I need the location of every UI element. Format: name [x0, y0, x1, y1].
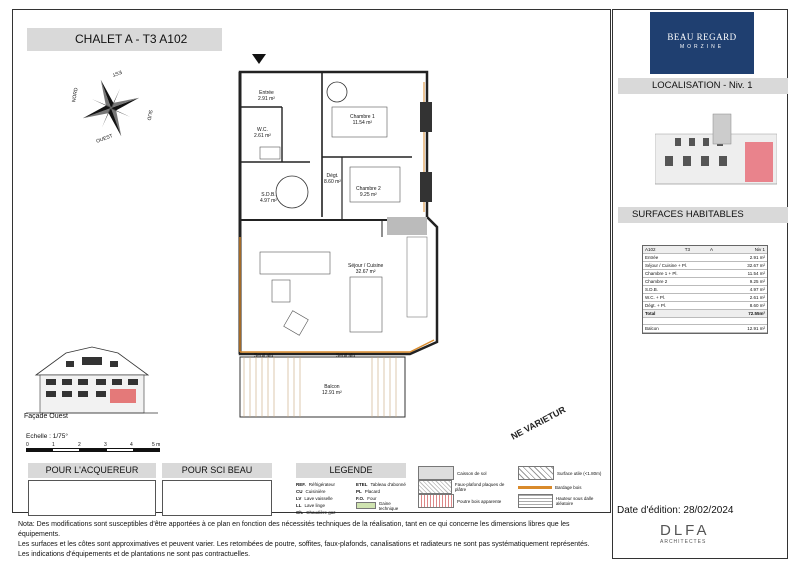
facade-drawing	[26, 345, 158, 415]
localisation-title: LOCALISATION - Niv. 1	[618, 78, 788, 94]
legend-abbr-col1	[296, 481, 356, 516]
room-wc: W.C. 2.61 m²	[254, 127, 271, 139]
compass-ouest: OUEST	[95, 133, 114, 145]
legend-item: PL Placard	[356, 489, 381, 494]
sci-header: POUR SCI BEAU	[162, 463, 272, 478]
legend-item: Caisson de sol	[418, 466, 513, 480]
legend-header: LEGENDE	[296, 463, 406, 478]
compass-nord: NORD	[71, 87, 80, 103]
legend-item: Poutre bois apparente	[418, 494, 513, 508]
table-row-total: Total 72.55m²	[645, 311, 765, 316]
room-sejour: Séjour / Cuisine 32.67 m²	[348, 263, 384, 275]
legend-item: Ch. Chaudière gaz	[296, 510, 336, 515]
seuil-alu-1: Seuil alu	[254, 353, 274, 359]
room-balcon: Balcon 12.91 m²	[322, 384, 342, 396]
architect-sub: ARCHITECTES	[660, 539, 707, 545]
room-sdb: S.D.B. 4.97 m²	[260, 192, 277, 204]
scale-label: Echelle : 1/75°	[26, 433, 68, 440]
table-row: Chambre 1 + Pl. 11.54 m²	[645, 271, 765, 276]
table-row: Chambre 2 9.25 m²	[645, 279, 765, 284]
table-row: Dégt. + Pl. 8.60 m²	[645, 303, 765, 308]
legend-hatch-col1	[418, 466, 513, 508]
legend-abbr-col2	[356, 481, 411, 509]
scale-tick-0: 0	[26, 442, 29, 448]
note-line: Nota: Des modifications sont susceptibles d'être apportées à ce plan en fonction des nécessités techniques de la réalisation, tant en ce qui concerne les dimensions libres que les équipements.	[18, 521, 570, 538]
note-line: Les surfaces et les côtes sont approximatives et peuvent varier. Les retombées de poutre, soffites, faux-plafonds, canalisations et radiateurs ne sont pas systématiquement représentés.	[18, 541, 590, 548]
floor-plan	[232, 52, 447, 422]
note-line: Les indications d'équipements et de plantations ne sont pas contractuelles.	[18, 551, 251, 558]
table-row-balcon: Balcon 12.91 m²	[645, 326, 765, 331]
scale-tick-4: 4	[130, 442, 133, 448]
legend-item: Bardage bois	[518, 480, 610, 494]
legend-item: LL Lave linge	[296, 503, 326, 508]
table-row: Séjour / Cuisine + Pl. 32.67 m²	[645, 263, 765, 268]
table-row-spacer	[643, 318, 767, 325]
seuil-alu-2: Seuil alu	[336, 353, 356, 359]
architect-logo-text: DLFA	[660, 522, 710, 539]
legend-hatch-col2	[518, 466, 610, 508]
brand-logo	[650, 12, 754, 74]
scale-bar	[26, 448, 160, 452]
brand-sub: MORZINE	[679, 44, 725, 50]
legend-item: CU Cuisinière	[296, 489, 326, 494]
legend-item: Hauteur sous dalle aléatoire	[518, 494, 610, 508]
scale-tick-3: 3	[104, 442, 107, 448]
acquereur-signature-box[interactable]	[28, 480, 156, 516]
table-row: S.D.B. 4.97 m²	[645, 287, 765, 292]
edition-date: Date d'édition: 28/02/2024	[617, 505, 734, 516]
architect-logo	[660, 522, 720, 552]
compass-est: EST	[111, 68, 123, 78]
legend-item: LV Lave vaisselle	[296, 496, 333, 501]
legend-item: REF. Réfrigérateur	[296, 482, 336, 487]
table-row: A102 T3 A Niv 1	[645, 247, 765, 252]
room-chambre2: Chambre 2 9.25 m²	[356, 186, 381, 198]
legend-item: Surface utile (<1.80m)	[518, 466, 610, 480]
legend-item: F.O. Four	[356, 496, 377, 501]
legend-item: Faux-plafond plaques de plâtre	[418, 480, 513, 494]
acquereur-header: POUR L'ACQUEREUR	[28, 463, 156, 478]
localisation-map	[655, 104, 777, 194]
surfaces-title: SURFACES HABITABLES	[618, 207, 788, 223]
compass-sud: SUD	[145, 109, 154, 121]
facade-label: Façade Ouest	[24, 413, 68, 420]
disclaimer-note	[18, 520, 608, 560]
table-row: Entrée 2.91 m²	[645, 255, 765, 260]
legend-item: Gaine technique	[356, 502, 411, 509]
page-title: CHALET A - T3 A102	[27, 28, 222, 51]
legend-item: ETEL Tableau d'abonné	[356, 482, 406, 487]
scale-tick-1: 1	[52, 442, 55, 448]
sci-signature-box[interactable]	[162, 480, 272, 516]
room-degt: Dégt. 8.60 m²	[324, 173, 341, 185]
scale-tick-5: 5 m	[152, 442, 161, 448]
table-row: W.C. + Pl. 2.61 m²	[645, 295, 765, 300]
scale-tick-2: 2	[78, 442, 81, 448]
surfaces-table	[642, 245, 768, 334]
brand-name: BEAU REGARD	[667, 32, 737, 42]
room-chambre1: Chambre 1 11.54 m²	[350, 114, 375, 126]
ne-varietur-stamp: NE VARIETUR	[509, 404, 568, 442]
room-entree: Entrée 2.91 m²	[258, 90, 275, 102]
